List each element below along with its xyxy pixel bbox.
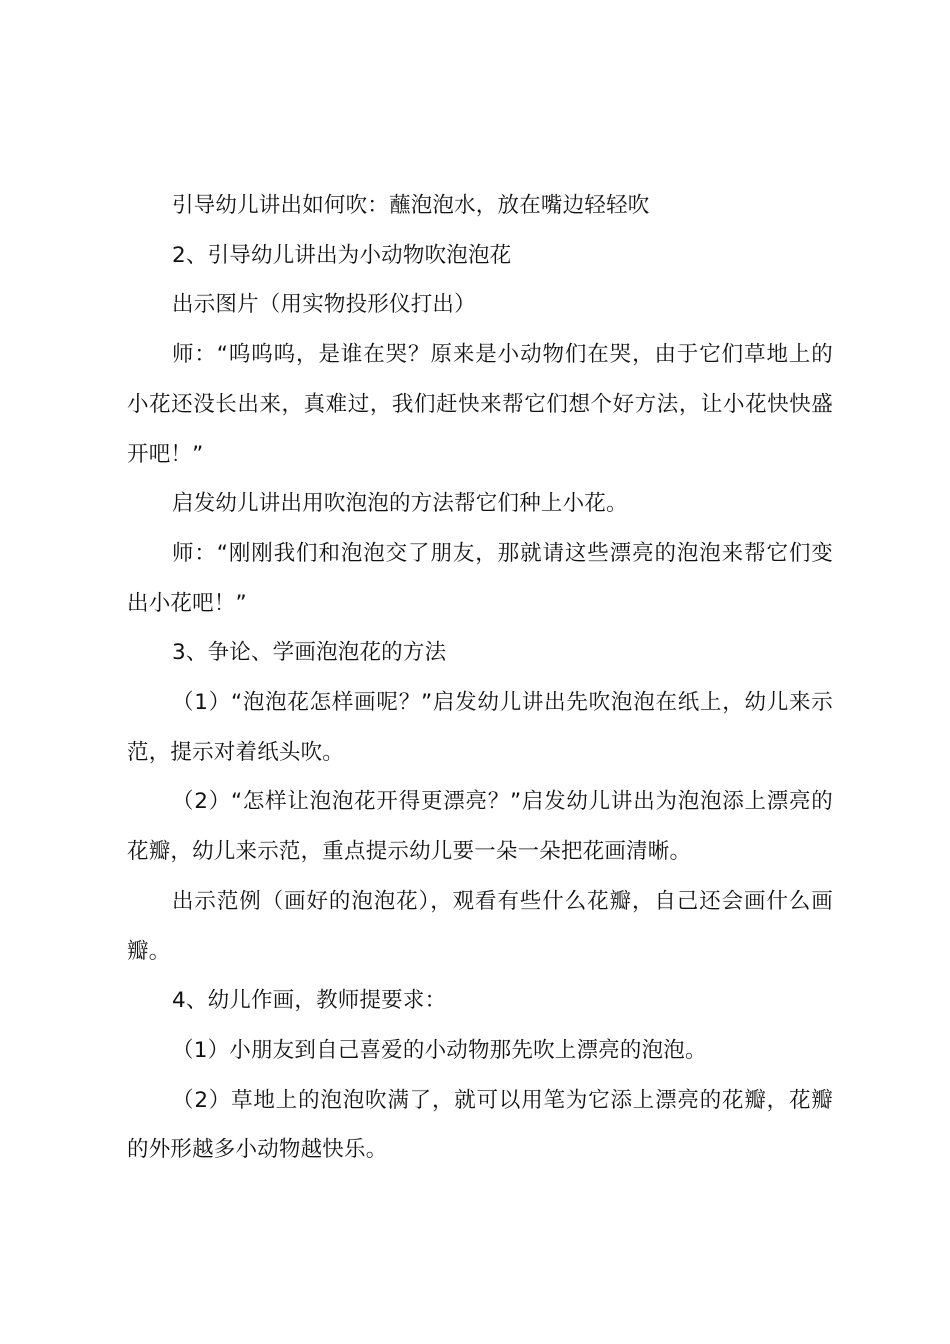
paragraph-step-4-heading: 4、幼儿作画，教师提要求： bbox=[172, 988, 447, 1014]
paragraph-step-2-heading: 2、引导幼儿讲出为小动物吹泡泡花 bbox=[172, 242, 512, 268]
paragraph-show-picture: 出示图片（用实物投形仪打出） bbox=[172, 292, 476, 318]
paragraph-inspire-planting: 启发幼儿讲出用吹泡泡的方法帮它们种上小花。 bbox=[172, 491, 628, 517]
paragraph-blow-method: 引导幼儿讲出如何吹：蘸泡泡水，放在嘴边轻轻吹 bbox=[172, 193, 650, 218]
paragraph-teacher-bubble-friends: 师：“刚刚我们和泡泡交了朋友，那就请这些漂亮的泡泡来帮它们变出小花吧！” bbox=[127, 540, 833, 616]
paragraph-item-1-how-to-draw: （1）“泡泡花怎样画呢？”启发幼儿讲出先吹泡泡在纸上，幼儿来示范，提示对着纸头吹。 bbox=[127, 690, 833, 765]
paragraph-requirement-1: （1）小朋友到自己喜爱的小动物那先吹上漂亮的泡泡。 bbox=[172, 1037, 707, 1063]
paragraph-teacher-crying-animals: 师：“呜呜呜，是谁在哭？原来是小动物们在哭，由于它们草地上的小花还没长出来，真难过，我们赶快来帮它们想个好方法，让小花快快盛开吧！” bbox=[127, 342, 833, 467]
paragraph-step-3-heading: 3、争论、学画泡泡花的方法 bbox=[172, 640, 447, 666]
paragraph-requirement-2: （2）草地上的泡泡吹满了，就可以用笔为它添上漂亮的花瓣，花瓣的外形越多小动物越快乐。 bbox=[127, 1087, 833, 1163]
document-body bbox=[127, 181, 833, 1175]
paragraph-show-example: 出示范例（画好的泡泡花），观看有些什么花瓣，自己还会画什么画瓣。 bbox=[127, 888, 833, 964]
paragraph-item-2-petals: （2）“怎样让泡泡花开得更漂亮？”启发幼儿讲出为泡泡添上漂亮的花瓣，幼儿来示范，重点提示幼儿要一朵一朵把花画清晰。 bbox=[127, 789, 833, 865]
